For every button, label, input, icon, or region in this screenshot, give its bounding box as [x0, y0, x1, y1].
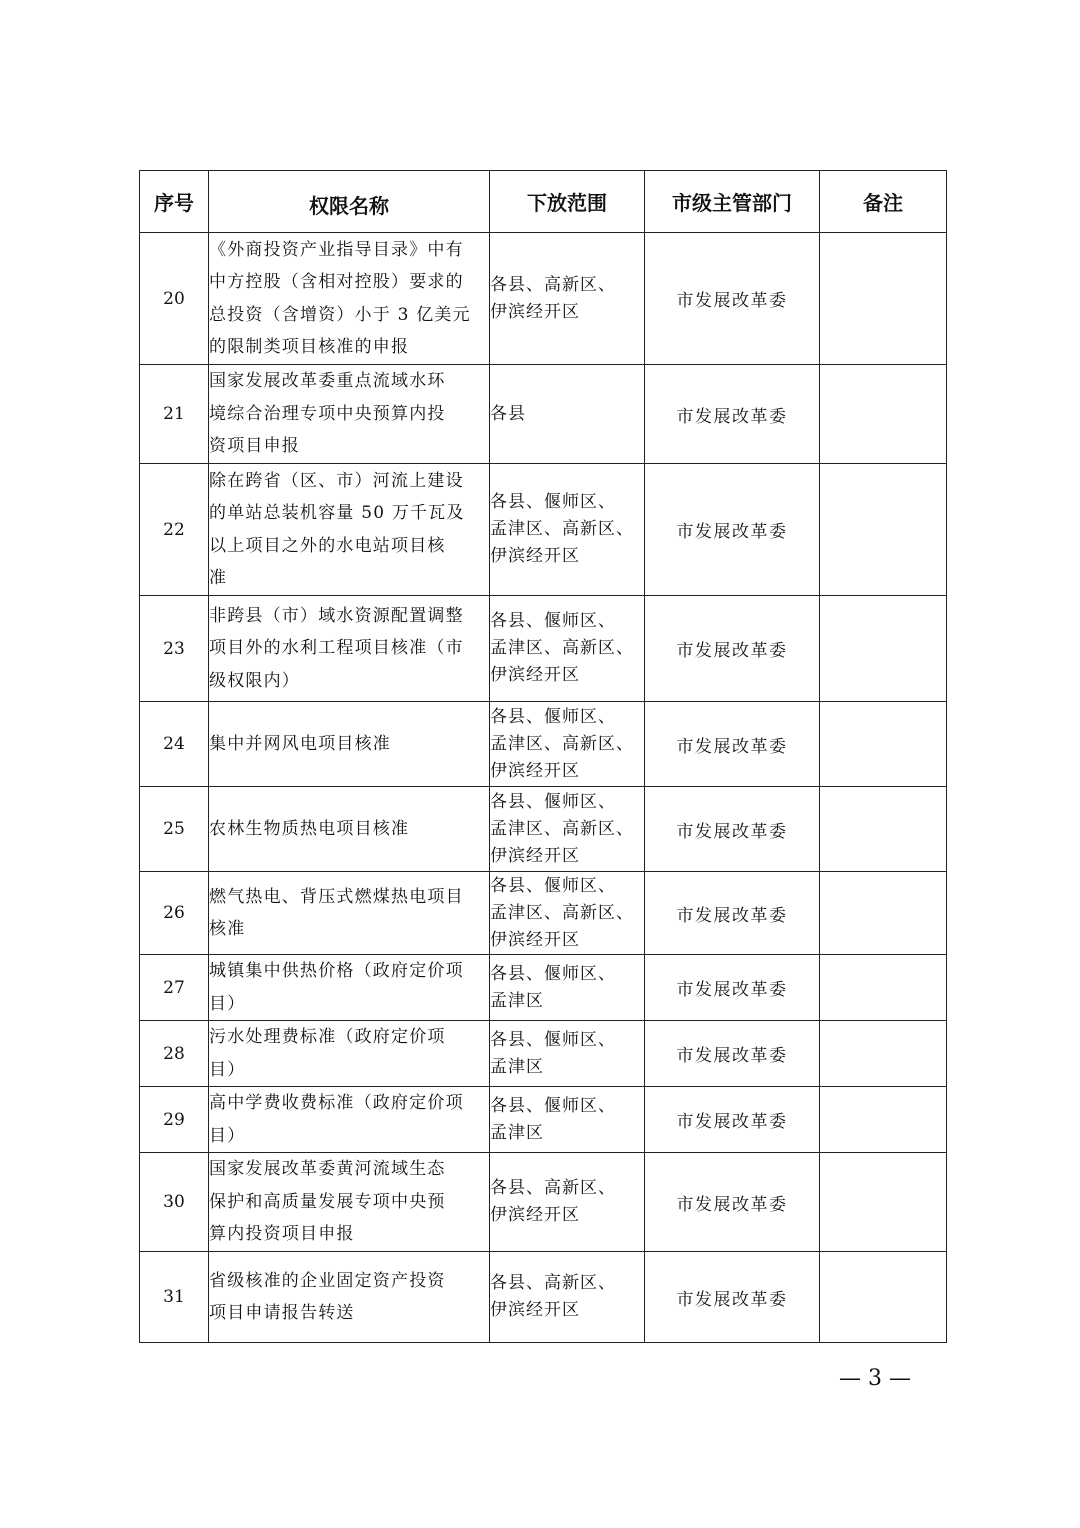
row-department: 市发展改革委: [645, 1021, 820, 1087]
row-delegation-scope: [490, 872, 645, 955]
header-serial-number: 序号: [140, 171, 209, 233]
row-delegation-scope: [490, 702, 645, 787]
scope-line: 孟津区: [490, 1122, 544, 1143]
row-permission-name: [209, 233, 490, 365]
row-remarks: [820, 702, 947, 787]
row-permission-name: [209, 1153, 490, 1252]
row-remarks: [820, 1021, 947, 1087]
row-department: 市发展改革委: [645, 233, 820, 365]
permission-name-line: 目）: [209, 1125, 246, 1146]
row-department: 市发展改革委: [645, 464, 820, 596]
scope-line: 伊滨经开区: [490, 1300, 580, 1320]
row-delegation-scope: [490, 1153, 645, 1252]
row-delegation-scope: [490, 787, 645, 872]
permission-name-line: 级权限内）: [209, 670, 300, 691]
scope-line: 伊滨经开区: [490, 760, 580, 781]
permission-name-line: 准: [209, 568, 228, 588]
row-serial-number: 24: [140, 702, 209, 787]
scope-line: 孟津区、高新区、: [490, 519, 634, 539]
row-delegation-scope: [490, 1021, 645, 1087]
scope-line: 孟津区、高新区、: [490, 818, 634, 839]
permission-name-line: 城镇集中供热价格（政府定价项: [209, 961, 464, 981]
table-row: [140, 955, 947, 1021]
permission-name-line: 农林生物质热电项目核准: [209, 818, 410, 839]
row-permission-name: [209, 464, 490, 596]
row-serial-number: 31: [140, 1252, 209, 1343]
row-department: 市发展改革委: [645, 787, 820, 872]
permission-name-line: 污水处理费标准（政府定价项: [209, 1027, 446, 1047]
row-permission-name: [209, 702, 490, 787]
table-row: [140, 872, 947, 955]
row-remarks: [820, 1087, 947, 1153]
row-remarks: [820, 955, 947, 1021]
row-permission-name: [209, 1087, 490, 1153]
scope-line: 伊滨经开区: [490, 929, 580, 950]
row-permission-name: [209, 596, 490, 702]
permission-name-line: 总投资（含增资）小于 3 亿美元: [209, 304, 471, 325]
scope-line: 各县: [490, 403, 526, 424]
header-remarks: 备注: [820, 171, 947, 233]
table-row: [140, 702, 947, 787]
row-delegation-scope: [490, 233, 645, 365]
header-delegation-scope: 下放范围: [490, 171, 645, 233]
scope-line: 各县、偃师区、: [490, 963, 616, 984]
row-permission-name: [209, 1252, 490, 1343]
row-remarks: [820, 464, 947, 596]
permission-name-line: 项目申请报告转送: [209, 1303, 355, 1323]
row-delegation-scope: [490, 955, 645, 1021]
table-row: [140, 596, 947, 702]
table-row: [140, 1021, 947, 1087]
row-remarks: [820, 596, 947, 702]
row-serial-number: 27: [140, 955, 209, 1021]
table-row: [140, 787, 947, 872]
scope-line: 各县、高新区、: [490, 1273, 616, 1293]
row-serial-number: 29: [140, 1087, 209, 1153]
row-serial-number: 28: [140, 1021, 209, 1087]
scope-line: 孟津区、高新区、: [490, 638, 634, 658]
scope-line: 各县、偃师区、: [490, 791, 616, 812]
row-department: 市发展改革委: [645, 1252, 820, 1343]
page-number: — 3 —: [839, 1366, 911, 1391]
permission-name-line: 国家发展改革委重点流域水环: [209, 371, 446, 392]
row-department: 市发展改革委: [645, 596, 820, 702]
row-serial-number: 30: [140, 1153, 209, 1252]
scope-line: 伊滨经开区: [490, 301, 580, 322]
table-row: [140, 464, 947, 596]
row-serial-number: 20: [140, 233, 209, 365]
permission-name-line: 非跨县（市）域水资源配置调整: [209, 605, 464, 626]
row-department: 市发展改革委: [645, 365, 820, 464]
permission-name-line: 《外商投资产业指导目录》中有: [209, 239, 464, 260]
scope-line: 各县、偃师区、: [490, 706, 616, 727]
permission-name-line: 目）: [209, 993, 246, 1014]
row-department: 市发展改革委: [645, 1087, 820, 1153]
row-remarks: [820, 872, 947, 955]
scope-line: 各县、高新区、: [490, 1178, 616, 1198]
permission-name-line: 目）: [209, 1059, 246, 1080]
scope-line: 伊滨经开区: [490, 1205, 580, 1225]
header-permission-name: 权限名称: [209, 171, 490, 233]
scope-line: 各县、偃师区、: [490, 1029, 616, 1050]
row-serial-number: 25: [140, 787, 209, 872]
scope-line: 孟津区: [490, 1056, 544, 1077]
row-delegation-scope: [490, 596, 645, 702]
row-department: 市发展改革委: [645, 1153, 820, 1252]
scope-line: 各县、偃师区、: [490, 611, 616, 631]
row-department: 市发展改革委: [645, 955, 820, 1021]
scope-line: 孟津区、高新区、: [490, 733, 634, 754]
permission-name-line: 的限制类项目核准的申报: [209, 337, 410, 357]
table-row: [140, 1252, 947, 1343]
row-serial-number: 22: [140, 464, 209, 596]
row-permission-name: [209, 1021, 490, 1087]
permissions-table: [139, 170, 947, 1343]
row-remarks: [820, 1252, 947, 1343]
scope-line: 各县、偃师区、: [490, 875, 616, 896]
scope-line: 伊滨经开区: [490, 665, 580, 685]
permission-name-line: 保护和高质量发展专项中央预: [209, 1191, 446, 1212]
row-remarks: [820, 787, 947, 872]
scope-line: 伊滨经开区: [490, 845, 580, 866]
row-department: 市发展改革委: [645, 702, 820, 787]
row-delegation-scope: [490, 1087, 645, 1153]
permission-name-line: 的单站总装机容量 50 万千瓦及: [209, 503, 465, 523]
row-permission-name: [209, 787, 490, 872]
row-delegation-scope: [490, 365, 645, 464]
row-department: 市发展改革委: [645, 872, 820, 955]
scope-line: 孟津区: [490, 990, 544, 1011]
scope-line: 各县、偃师区、: [490, 1095, 616, 1116]
permission-name-line: 高中学费收费标准（政府定价项: [209, 1093, 464, 1113]
header-row: [140, 171, 947, 233]
row-serial-number: 21: [140, 365, 209, 464]
row-remarks: [820, 233, 947, 365]
row-permission-name: [209, 955, 490, 1021]
table-row: [140, 233, 947, 365]
permission-name-line: 核准: [209, 919, 246, 939]
row-permission-name: [209, 872, 490, 955]
row-remarks: [820, 1153, 947, 1252]
permission-name-line: 省级核准的企业固定资产投资: [209, 1270, 446, 1291]
header-department: 市级主管部门: [645, 171, 820, 233]
scope-line: 孟津区、高新区、: [490, 902, 634, 923]
permission-name-line: 算内投资项目申报: [209, 1224, 355, 1245]
permission-name-line: 境综合治理专项中央预算内投: [209, 403, 446, 424]
permission-name-line: 集中并网风电项目核准: [209, 733, 391, 754]
permission-name-line: 以上项目之外的水电站项目核: [209, 535, 446, 556]
table-row: [140, 1153, 947, 1252]
row-delegation-scope: [490, 464, 645, 596]
permission-name-line: 燃气热电、背压式燃煤热电项目: [209, 886, 464, 907]
scope-line: 伊滨经开区: [490, 546, 580, 566]
row-remarks: [820, 365, 947, 464]
row-serial-number: 23: [140, 596, 209, 702]
row-serial-number: 26: [140, 872, 209, 955]
row-permission-name: [209, 365, 490, 464]
permission-name-line: 除在跨省（区、市）河流上建设: [209, 470, 464, 491]
row-delegation-scope: [490, 1252, 645, 1343]
table-row: [140, 1087, 947, 1153]
scope-line: 各县、高新区、: [490, 274, 616, 295]
permission-name-line: 项目外的水利工程项目核准（市: [209, 638, 464, 659]
scope-line: 各县、偃师区、: [490, 492, 616, 512]
table-row: [140, 365, 947, 464]
permission-name-line: 国家发展改革委黄河流域生态: [209, 1159, 446, 1180]
permission-name-line: 中方控股（含相对控股）要求的: [209, 272, 464, 292]
permission-name-line: 资项目申报: [209, 436, 300, 457]
